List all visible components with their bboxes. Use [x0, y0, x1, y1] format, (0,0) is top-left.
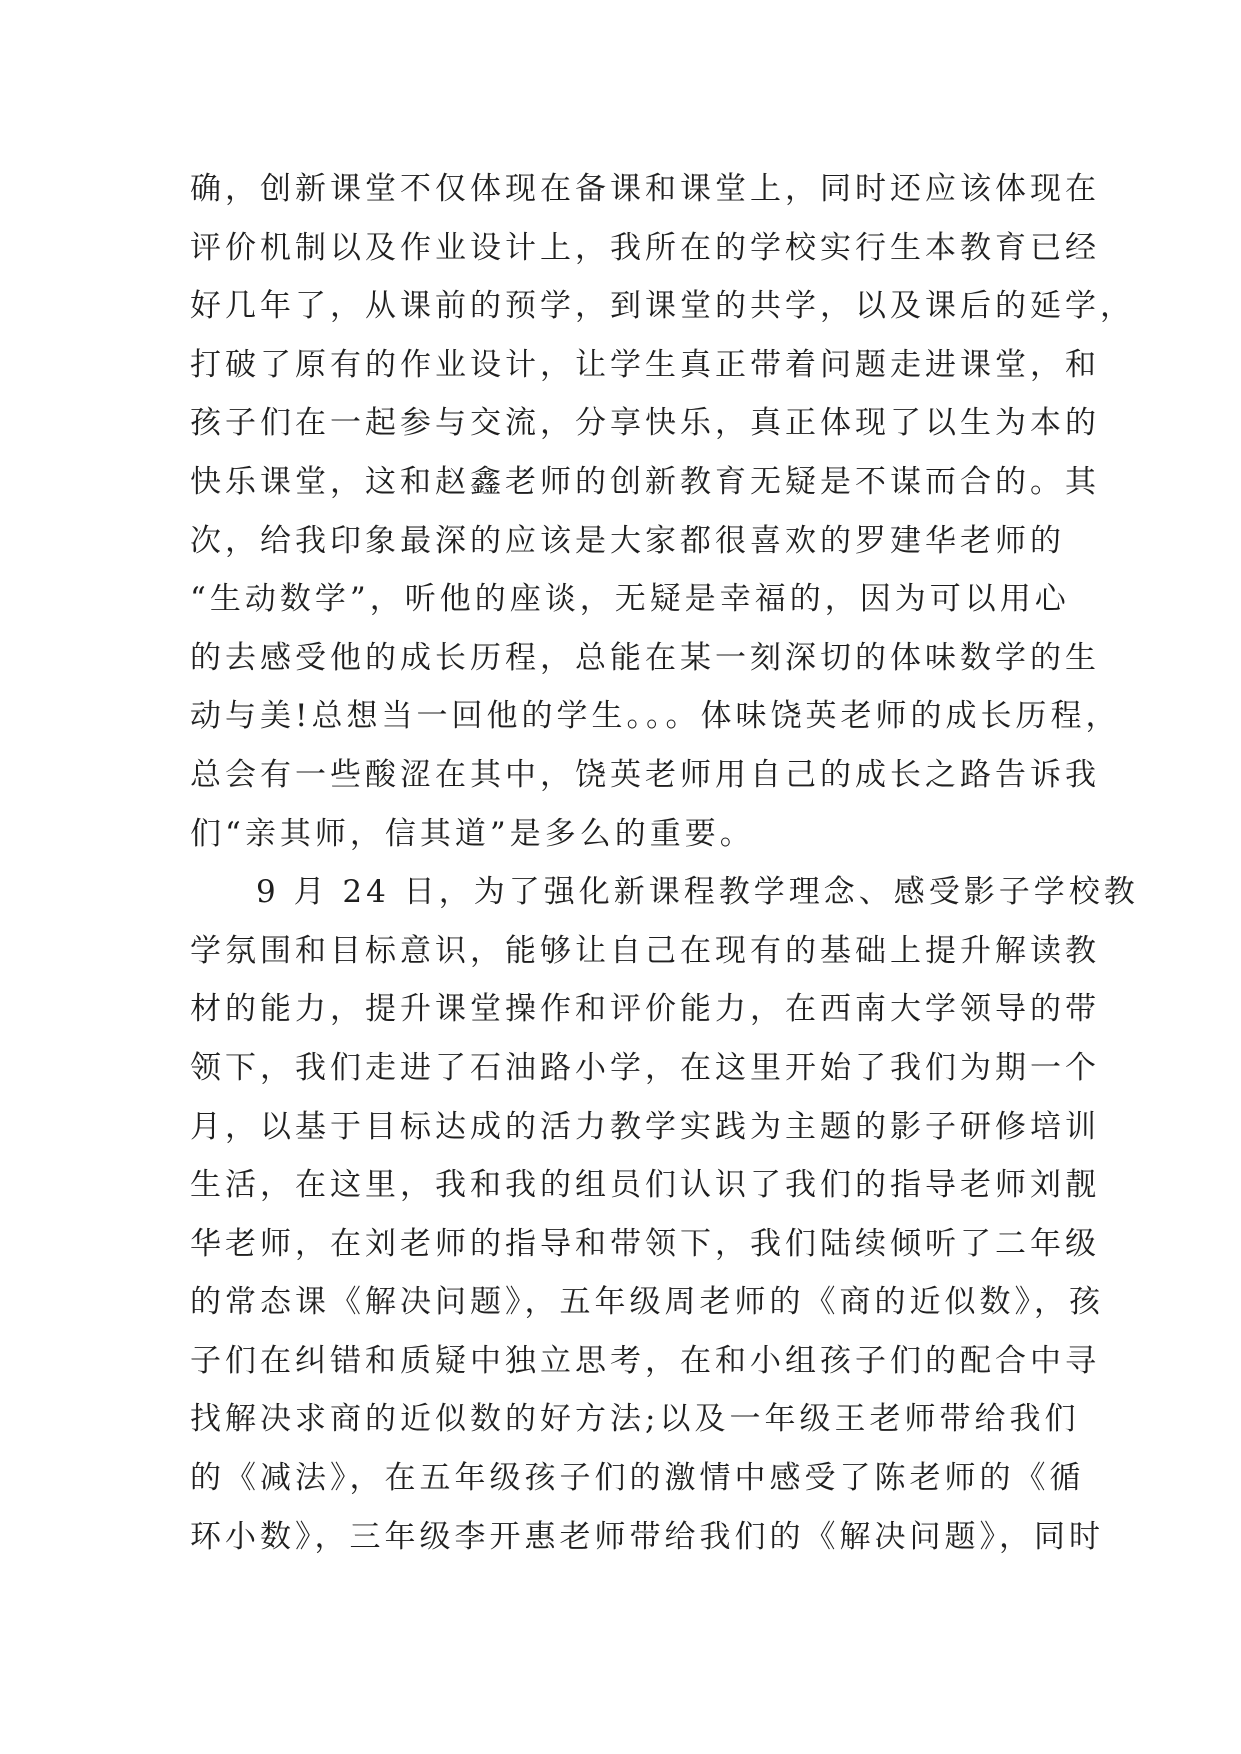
text-line: 材的能力，提升课堂操作和评价能力，在西南大学领导的带 — [190, 991, 1100, 1028]
text-line: 的常态课《解决问题》，五年级周老师的《商的近似数》，孩 — [190, 1284, 1104, 1321]
text-line: 子们在纠错和质疑中独立思考，在和小组孩子们的配合中寻 — [190, 1342, 1100, 1379]
paragraph-first-line: 9 月 24 日，为了强化新课程教学理念、感受影子学校教 — [256, 874, 1139, 911]
text-line: 次，给我印象最深的应该是大家都很喜欢的罗建华老师的 — [190, 522, 1065, 559]
text-line: 们“亲其师，信其道”是多么的重要。 — [190, 815, 755, 852]
text-line: 的去感受他的成长历程，总能在某一刻深切的体味数学的生 — [190, 639, 1100, 676]
text-line: 总会有一些酸涩在其中，饶英老师用自己的成长之路告诉我 — [190, 756, 1100, 793]
text-line: 生活，在这里，我和我的组员们认识了我们的指导老师刘靓 — [190, 1167, 1100, 1204]
text-line: 环小数》，三年级李开惠老师带给我们的《解决问题》，同时 — [190, 1518, 1104, 1555]
text-line: 学氛围和目标意识，能够让自己在现有的基础上提升解读教 — [190, 932, 1100, 969]
text-line: 的《减法》，在五年级孩子们的激情中感受了陈老师的《循 — [190, 1460, 1085, 1497]
text-line: 好几年了，从课前的预学，到课堂的共学，以及课后的延学， — [190, 288, 1135, 325]
text-line: 领下，我们走进了石油路小学，在这里开始了我们为期一个 — [190, 1049, 1100, 1086]
text-line: 找解决求商的近似数的好方法;以及一年级王老师带给我们 — [190, 1401, 1080, 1438]
text-line: “生动数学”，听他的座谈，无疑是幸福的，因为可以用心 — [190, 581, 1070, 618]
text-line: 快乐课堂，这和赵鑫老师的创新教育无疑是不谋而合的。其 — [190, 463, 1100, 500]
text-line: 华老师，在刘老师的指导和带领下，我们陆续倾听了二年级 — [190, 1225, 1100, 1262]
text-line: 确，创新课堂不仅体现在备课和课堂上，同时还应该体现在 — [190, 171, 1100, 207]
text-line: 打破了原有的作业设计，让学生真正带着问题走进课堂，和 — [190, 346, 1100, 383]
text-line: 动与美!总想当一回他的学生。。。体味饶英老师的成长历程， — [190, 698, 1121, 735]
text-line: 月，以基于目标达成的活力教学实践为主题的影子研修培训 — [190, 1108, 1100, 1145]
body-text — [190, 160, 1139, 1566]
text-line: 孩子们在一起参与交流，分享快乐，真正体现了以生为本的 — [190, 405, 1100, 442]
text-line: 评价机制以及作业设计上，我所在的学校实行生本教育已经 — [190, 229, 1100, 266]
